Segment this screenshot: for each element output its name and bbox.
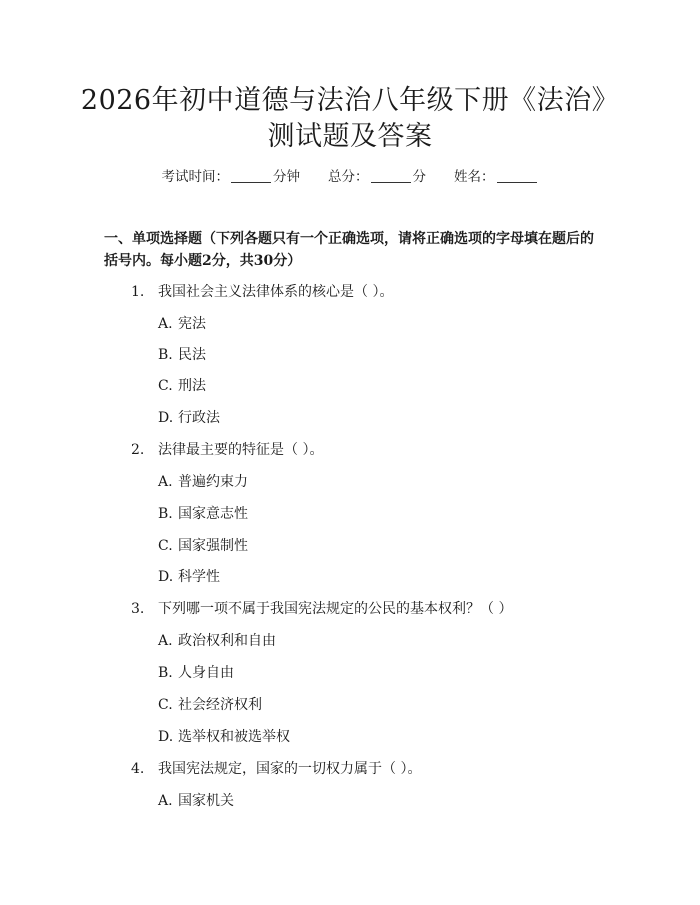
option-letter: A. [158, 633, 173, 649]
section-heading: 一、单项选择题（下列各题只有一个正确选项，请将正确选项的字母填在题后的括号内。每小题2分，共30分） [104, 231, 594, 269]
option-letter: B. [158, 506, 173, 522]
question-number: 4. [131, 761, 145, 777]
exam-time-blank [231, 168, 271, 183]
option-letter: C. [158, 538, 173, 554]
total-score-blank [371, 168, 411, 183]
option-text: 社会经济权利 [178, 697, 262, 713]
option-text: 人身自由 [178, 665, 234, 681]
option-letter: D. [158, 729, 174, 745]
total-score-label: 总分： [328, 169, 369, 185]
option-text: 政治权利和自由 [178, 633, 276, 649]
question-text: 法律最主要的特征是（ ）。 [158, 442, 324, 458]
question-number: 2. [131, 442, 145, 458]
question [131, 282, 393, 302]
answer-option [158, 504, 248, 524]
exam-time-unit: 分钟 [273, 169, 300, 185]
option-text: 普遍约束力 [178, 474, 248, 490]
option-text: 国家意志性 [178, 506, 248, 522]
document-title-line-1: 2026年初中道德与法治八年级下册《法治》 [80, 85, 620, 116]
option-letter: D. [158, 569, 174, 585]
question [131, 440, 323, 460]
answer-option [158, 408, 220, 428]
option-text: 宪法 [178, 316, 206, 332]
option-letter: A. [158, 316, 173, 332]
document-title-line-2: 测试题及答案 [267, 121, 433, 152]
name-blank [497, 168, 537, 183]
question-text: 我国宪法规定，国家的一切权力属于（ ）。 [158, 761, 422, 777]
answer-option [158, 314, 206, 334]
option-letter: B. [158, 347, 173, 363]
answer-option [158, 791, 234, 811]
question [131, 599, 512, 619]
option-text: 科学性 [178, 569, 220, 585]
question-text: 我国社会主义法律体系的核心是（ ）。 [158, 284, 394, 300]
answer-option [158, 567, 220, 587]
option-letter: A. [158, 793, 173, 809]
answer-option [158, 536, 248, 556]
total-score-unit: 分 [412, 169, 426, 185]
option-letter: D. [158, 410, 174, 426]
answer-option [158, 376, 206, 396]
option-text: 国家机关 [178, 793, 234, 809]
question [131, 759, 421, 779]
question-number: 3. [131, 601, 145, 617]
option-text: 民法 [178, 347, 206, 363]
option-letter: A. [158, 474, 173, 490]
answer-option [158, 472, 248, 492]
option-letter: C. [158, 697, 173, 713]
question-text: 下列哪一项不属于我国宪法规定的公民的基本权利？（ ） [158, 601, 513, 617]
option-text: 刑法 [178, 378, 206, 394]
answer-option [158, 663, 234, 683]
option-letter: B. [158, 665, 173, 681]
answer-option [158, 631, 276, 651]
answer-option [158, 695, 262, 715]
exam-info-line [0, 167, 700, 187]
option-letter: C. [158, 378, 173, 394]
question-number: 1. [131, 284, 145, 300]
option-text: 国家强制性 [178, 538, 248, 554]
name-label: 姓名： [454, 169, 495, 185]
option-text: 选举权和被选举权 [178, 729, 290, 745]
exam-time-label: 考试时间： [161, 169, 229, 185]
answer-option [158, 727, 290, 747]
answer-option [158, 345, 206, 365]
option-text: 行政法 [178, 410, 220, 426]
